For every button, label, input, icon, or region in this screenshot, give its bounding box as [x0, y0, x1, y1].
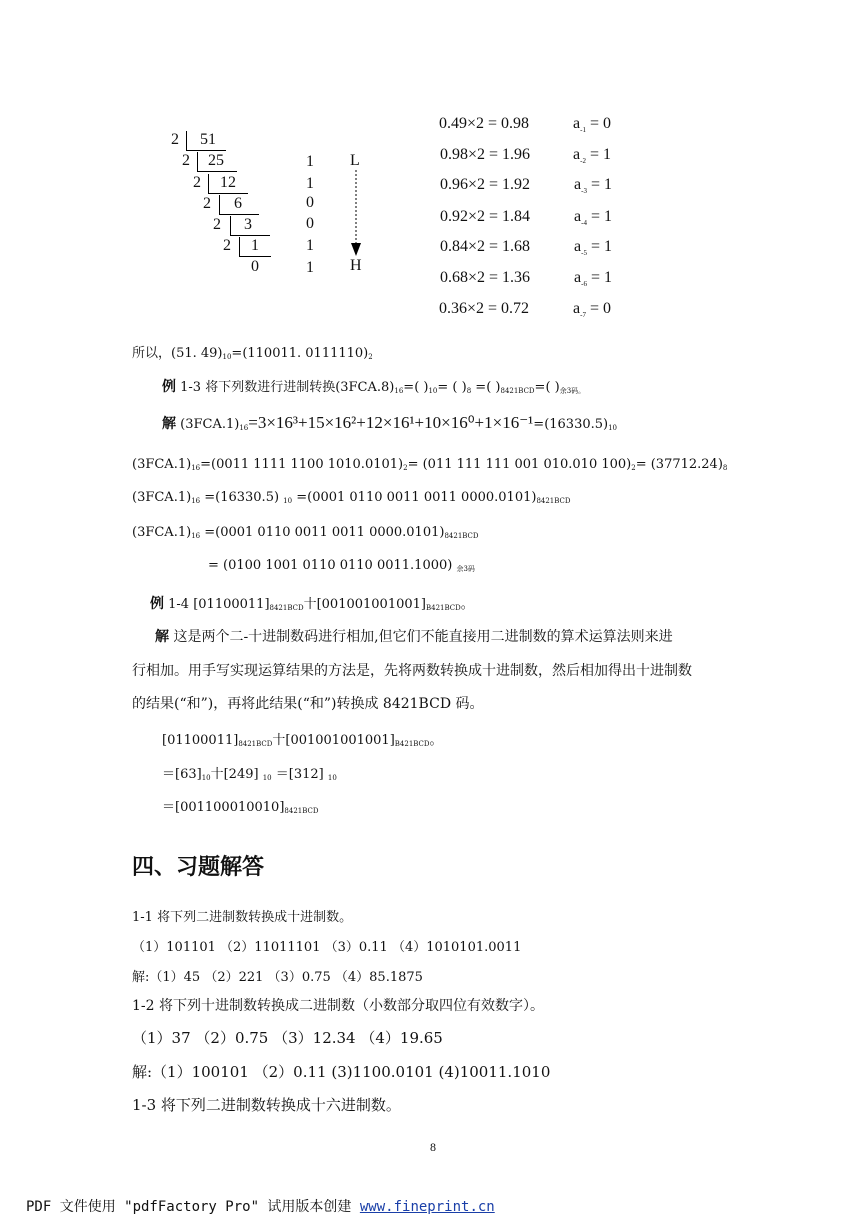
solution-1-3: 解 (3FCA.1)16=3×16³+15×16²+12×16¹+10×16⁰+1×16⁻¹=(16330.5)10 — [162, 413, 618, 432]
question-1-1: 1-1 将下列二进制数转换成十进制数。 — [132, 910, 353, 925]
division-divisor: 2 — [203, 195, 211, 212]
fraction-coef: $a_{-3} = 1$ — [574, 176, 612, 196]
question-1-3: 1-3 将下列二进制数转换成十六进制数。 — [132, 1096, 401, 1114]
fraction-expr: 0.68×2 = 1.36 — [440, 269, 531, 286]
footer-link[interactable]: www.fineprint.cn — [359, 1199, 495, 1215]
fraction-coef: $a_{-4} = 1$ — [574, 208, 612, 228]
remainder: 0 — [306, 194, 314, 211]
division-divisor: 2 — [193, 174, 201, 191]
answer-1-1: 解:（1）45 （2）221 （3）0.75 （4）85.1875 — [132, 970, 423, 985]
division-divisor: 2 — [213, 216, 221, 233]
down-arrow-icon — [349, 170, 363, 258]
division-quotient: 3 — [244, 216, 252, 233]
fraction-coef: $a_{-6} = 1$ — [574, 269, 612, 289]
calc-line-1: [01100011]8421BCD十[001001001001]B421BCD。 — [162, 733, 443, 748]
footer — [26, 1196, 495, 1216]
solution-1-4-para: 解 这是两个二-十进制数码进行相加,但它们不能直接用二进制数的算术运算法则来进 — [155, 629, 673, 645]
answer-1-2: 解:（1）100101 （2）0.11 (3)1100.0101 (4)10011.1010 — [132, 1063, 551, 1081]
conclusion-line: 所以，(51. 49)10=(110011. 0111110)2 — [132, 346, 373, 361]
fraction-coef: $a_{-5} = 1$ — [574, 238, 612, 258]
fraction-coef: $a_{-1} = 0$ — [573, 115, 611, 135]
fraction-expr: 0.92×2 = 1.84 — [440, 208, 531, 225]
remainder: 1 — [306, 259, 314, 276]
solution-1-4-para-line3: 的结果(“和”)，再将此结果(“和”)转换成 8421BCD 码。 — [132, 696, 484, 712]
conversion-line-4: = (0100 1001 0110 0110 0011.1000) 余3码 — [208, 558, 475, 573]
division-quotient: 25 — [208, 152, 224, 169]
conversion-line-1: (3FCA.1)16=(0011 1111 1100 1010.0101)2= (011 111 111 001 010.010 100)2= (37712.24)8 — [132, 457, 728, 472]
example-1-4: 例 1-4 [01100011]8421BCD十[001001001001]B421BCD。 — [150, 596, 474, 612]
question-1-2-items: （1）37 （2）0.75 （3）12.34 （4）19.65 — [132, 1029, 443, 1047]
division-quotient: 51 — [200, 131, 216, 148]
fraction-expr: 0.96×2 = 1.92 — [440, 176, 531, 193]
fraction-coef: $a_{-2} = 1$ — [573, 146, 611, 166]
footer-text: PDF 文件使用 "pdfFactory Pro" 试用版本创建 — [26, 1199, 360, 1215]
division-divisor: 2 — [171, 131, 179, 148]
calc-line-2: ＝[63]10十[249] 10 ＝[312] 10 — [162, 767, 337, 782]
question-1-2: 1-2 将下列十进制数转换成二进制数（小数部分取四位有效数字）。 — [132, 998, 544, 1014]
division-divisor: 2 — [223, 237, 231, 254]
fraction-expr: 0.98×2 = 1.96 — [440, 146, 531, 163]
division-quotient: 6 — [234, 195, 242, 212]
fraction-expr: 0.36×2 = 0.72 — [439, 300, 530, 317]
example-1-3: 例 1-3 将下列数进行进制转换(3FCA.8)16=( )10= ( )8 =( )8421BCD=( )余3码。 — [162, 379, 586, 395]
fraction-expr: 0.49×2 = 0.98 — [439, 115, 530, 132]
calc-line-3: ＝[001100010010]8421BCD — [162, 800, 319, 815]
conversion-line-2: (3FCA.1)16 =(16330.5) 10 =(0001 0110 0011 0011 0000.0101)8421BCD — [132, 490, 571, 505]
remainder: 1 — [306, 175, 314, 192]
high-label: H — [350, 257, 362, 274]
division-quotient: 12 — [220, 174, 236, 191]
fraction-expr: 0.84×2 = 1.68 — [440, 238, 531, 255]
fraction-coef: $a_{-7} = 0$ — [573, 300, 611, 320]
remainder: 1 — [306, 237, 314, 254]
division-quotient: 0 — [251, 258, 259, 275]
remainder: 0 — [306, 215, 314, 232]
question-1-1-items: （1）101101 （2）11011101 （3）0.11 （4）1010101.0011 — [132, 940, 522, 955]
conversion-line-3: (3FCA.1)16 =(0001 0110 0011 0011 0000.0101)8421BCD — [132, 525, 479, 540]
division-quotient: 1 — [251, 237, 259, 254]
section-heading: 四、习题解答 — [132, 855, 265, 880]
page-number: 8 — [430, 1140, 436, 1154]
low-label: L — [350, 152, 360, 169]
solution-1-4-para-line2: 行相加。用手写实现运算结果的方法是，先将两数转换成十进制数，然后相加得出十进制数 — [132, 663, 692, 679]
remainder: 1 — [306, 153, 314, 170]
division-divisor: 2 — [182, 152, 190, 169]
